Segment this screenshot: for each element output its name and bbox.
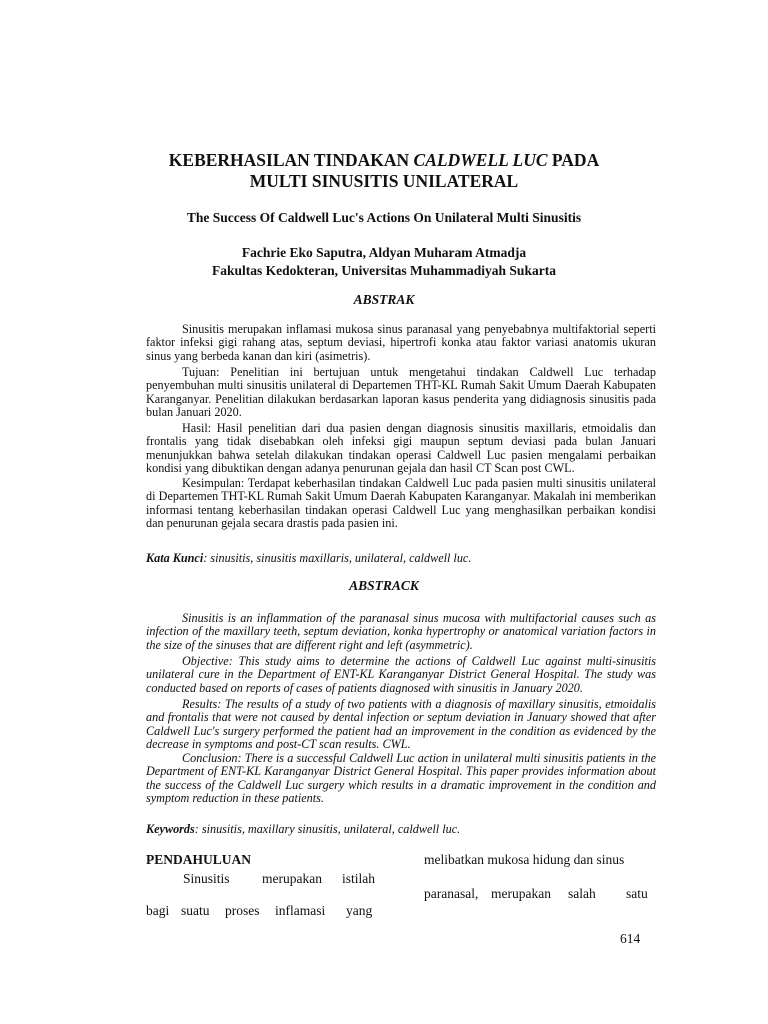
body-left-w6: proses: [225, 903, 260, 918]
body-left-w2: merupakan: [262, 871, 322, 886]
abstract-en-heading: ABSTRACK: [349, 578, 419, 593]
author-block: [100, 244, 668, 280]
body-left-w1: Sinusitis: [183, 871, 230, 886]
body-left-w8: yang: [346, 903, 373, 918]
abstrak-paragraph-tujuan: Tujuan: Penelitian ini bertujuan untuk mengetahui tindakan Caldwell Luc terhadap penyembuhan multi sinusitis unilateral di Departemen THT-KL Rumah Sakit Umum Daerah Kabupaten Karanganyar. Penelitian dilakukan berdasarkan laporan kasus penderita yang didiagnosis sinusitis pada bulan Januari 2020.: [146, 365, 656, 420]
paper-title-line-2: MULTI SINUSITIS UNILATERAL: [249, 171, 519, 191]
abstract-en-keywords-label: Keywords: [146, 822, 195, 836]
body-left-w3: istilah: [342, 871, 375, 886]
abstract-en-paragraph-intro: Sinusitis is an inflammation of the paranasal sinus mucosa with multifactorial causes such as infection of the maxillary teeth, septum deviation, konka hypertrophy or anatomical variation factors in the size of the sinuses that are different right and left (asymmetric).: [146, 611, 656, 652]
page-number: 614: [620, 931, 641, 946]
abstrak-keywords-list: : sinusitis, sinusitis maxillaris, unilateral, caldwell luc.: [203, 551, 472, 565]
body-left-w4: bagi: [146, 903, 170, 918]
body-right-w4: satu: [626, 886, 648, 901]
body-left-w7: inflamasi: [275, 903, 326, 918]
author-affiliation: Fakultas Kedokteran, Universitas Muhammadiyah Sukarta: [212, 263, 556, 278]
abstrak-paragraph-kesimpulan: Kesimpulan: Terdapat keberhasilan tindakan Caldwell Luc pada pasien multi sinusitis unilateral di Departemen THT-KL Rumah Sakit Umum Daerah Kabupaten Karanganyar. Makalah ini memberikan informasi tentang keberhasilan tindakan operasi Caldwell Luc yang menghasilkan perbaikan kondisi dan penurunan gejala secara drastis pada pasien ini.: [146, 476, 656, 531]
abstract-en-paragraph-results: Results: The results of a study of two patients with a diagnosis of maxillary sinusitis, etmoidalis and frontalis that were not caused by dental infection or septum deviation in January showed that after Caldwell Luc's surgery performed the patient had an improvement in the condition as evidenced by the decrease in symptoms and post-CT scan results. CWL.: [146, 697, 656, 752]
abstrak-keywords-label: Kata Kunci: [146, 551, 204, 565]
abstrak-keywords: [146, 551, 666, 566]
body-right-w3: salah: [568, 886, 596, 901]
abstract-en-keywords-list: : sinusitis, maxillary sinusitis, unilateral, caldwell luc.: [194, 822, 461, 836]
author-names: Fachrie Eko Saputra, Aldyan Muharam Atmadja: [241, 245, 527, 260]
abstract-en-paragraph-objective: Objective: This study aims to determine the actions of Caldwell Luc against multi-sinusitis unilateral cure in the Department of ENT-KL Karanganyar District General Hospital. The study was conducted based on reports of cases of patients diagnosed with sinusitis in January 2020.: [146, 654, 656, 695]
section-heading-pendahuluan: PENDAHULUAN: [146, 852, 252, 867]
paper-subtitle: The Success Of Caldwell Luc's Actions On Unilateral Multi Sinusitis: [186, 210, 582, 225]
abstrak-paragraph-hasil: Hasil: Hasil penelitian dari dua pasien dengan diagnosis sinusitis maxillaris, etmoidalis dan frontalis yang tidak disebabkan oleh infeksi gigi maupun septum deviasi pada bulan Januari menunjukkan bahwa setelah dilakukan tindakan operasi Caldwell Luc pasien mengalami perbaikan kondisi yang dibuktikan dengan adanya penurunan gejala dan hasil CT Scan post CWL.: [146, 421, 656, 476]
abstract-en-keywords: [146, 822, 666, 837]
abstract-en-paragraph-conclusion: Conclusion: There is a successful Caldwell Luc action in unilateral multi sinusitis patients in the Department of ENT-KL Karanganyar District General Hospital. This paper provides information about the success of the Caldwell Luc surgery which results in a dramatic improvement in the condition and symptom reduction in these patients.: [146, 751, 656, 806]
abstrak-heading: ABSTRAK: [353, 292, 415, 307]
body-left-w5: suatu: [181, 903, 210, 918]
paper-title: [100, 150, 668, 192]
body-right-w2: merupakan: [491, 886, 551, 901]
abstrak-paragraph-intro: Sinusitis merupakan inflamasi mukosa sinus paranasal yang penyebabnya multifaktorial seperti faktor infeksi gigi rahang atas, septum deviasi, hipertrofi konka atau faktor variasi anatomis ukuran sinus yang berbeda kanan dan kiri (asimetris).: [146, 322, 656, 363]
body-right-w1: paranasal,: [424, 886, 479, 901]
paper-title-line-1: KEBERHASILAN TINDAKAN CALDWELL LUC PADA: [168, 150, 600, 170]
body-right-line-1: melibatkan mukosa hidung dan sinus: [424, 852, 625, 867]
